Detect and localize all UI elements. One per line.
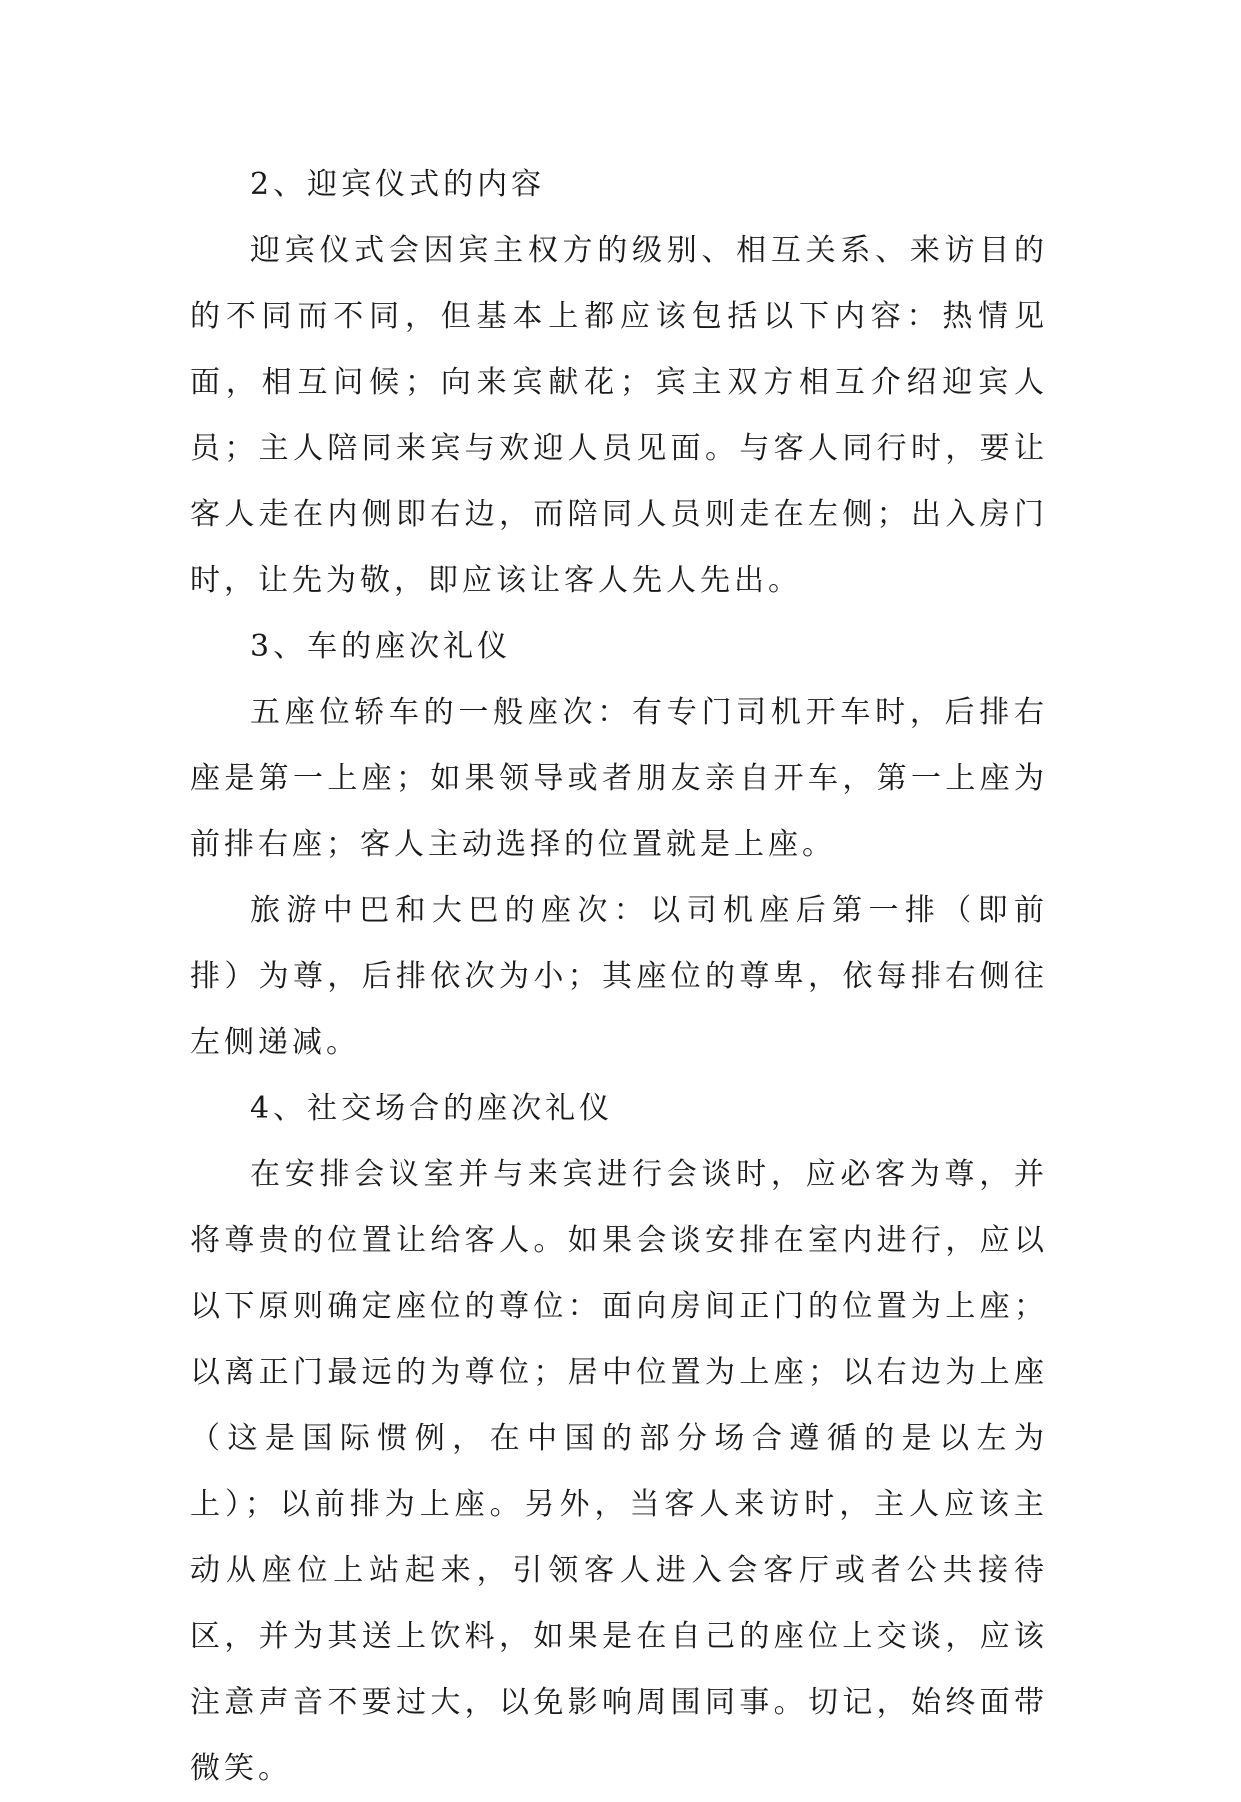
paragraph-meeting-seating: 在安排会议室并与来宾进行会谈时，应必客为尊，并将尊贵的位置让给客人。如果会谈安排在室内进行，应以以下原则确定座位的尊位：面向房间正门的位置为上座；以离正门最远的为尊位；居中位置为上座；以右边为上座（这是国际惯例，在中国的部分场合遵循的是以左为上）；以前排为上座。另外，当客人来访时，主人应该主动从座位上站起来，引领客人进入会客厅或者公共接待区，并为其送上饮料，如果是在自己的座位上交谈，应该注意声音不要过大，以免影响周围同事。切记，始终面带微笑。 bbox=[190, 1157, 1048, 1786]
section-heading-welcome-ceremony: 2、迎宾仪式的内容 bbox=[250, 167, 546, 202]
section-heading-car-seating: 3、车的座次礼仪 bbox=[250, 629, 512, 664]
paragraph-sedan-seating: 五座位轿车的一般座次：有专门司机开车时，后排右座是第一上座；如果领导或者朋友亲自开车，第一上座为前排右座；客人主动选择的位置就是上座。 bbox=[190, 695, 1048, 862]
document-body bbox=[190, 152, 1048, 1802]
paragraph-welcome-ceremony: 迎宾仪式会因宾主权方的级别、相互关系、来访目的的不同而不同，但基本上都应该包括以下内容：热情见面，相互问候；向来宾献花；宾主双方相互介绍迎宾人员；主人陪同来宾与欢迎人员见面。与客人同行时，要让客人走在内侧即右边，而陪同人员则走在左侧；出入房门时，让先为敬，即应该让客人先人先出。 bbox=[190, 233, 1048, 598]
paragraph-bus-seating: 旅游中巴和大巴的座次：以司机座后第一排（即前排）为尊，后排依次为小；其座位的尊卑，依每排右侧往左侧递减。 bbox=[190, 893, 1048, 1060]
section-heading-social-seating: 4、社交场合的座次礼仪 bbox=[250, 1091, 614, 1126]
